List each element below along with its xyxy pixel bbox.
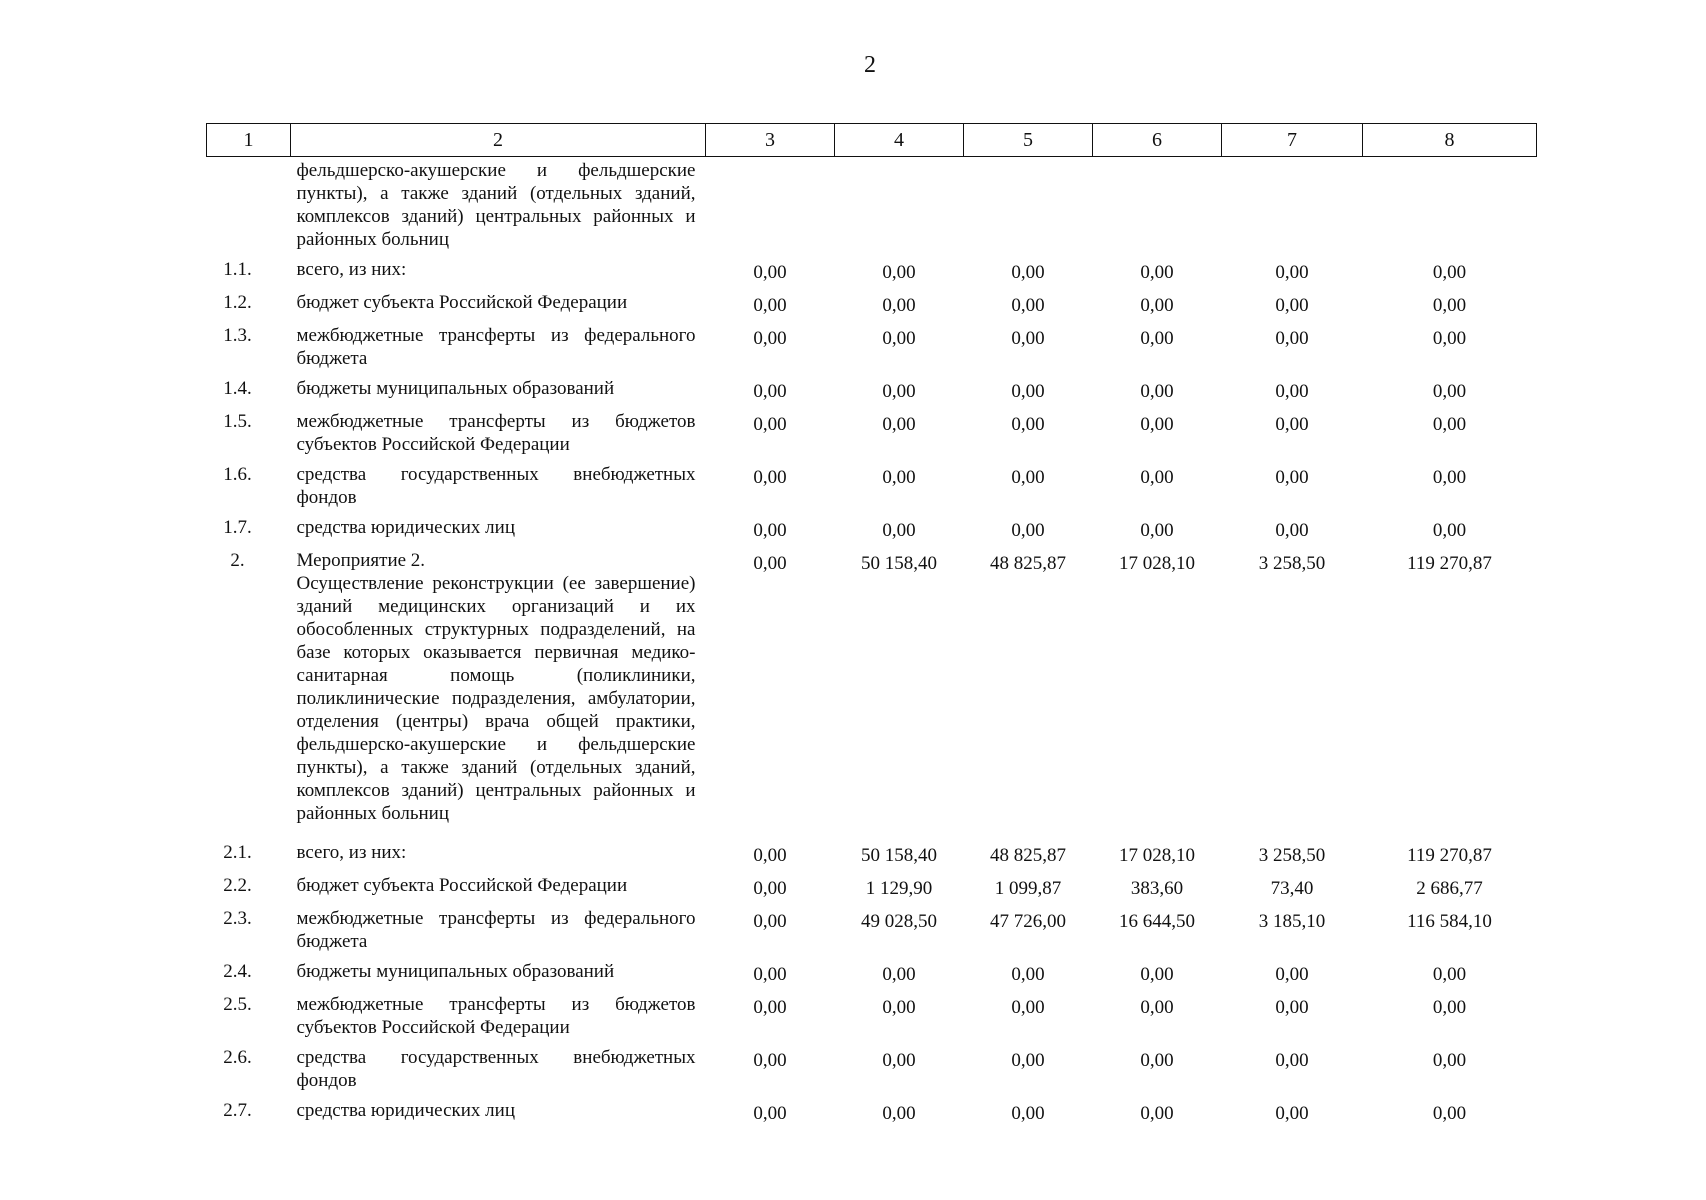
table-row	[207, 1044, 1537, 1097]
value-cell: 0,00	[1432, 381, 1467, 402]
value-cell: 0,00	[1275, 295, 1309, 316]
value-cell: 0,00	[753, 997, 787, 1018]
value-cell: 0,00	[753, 553, 787, 574]
value-cell: 0,00	[1275, 964, 1309, 985]
table-row	[207, 408, 1537, 461]
table-row-measure-2	[207, 547, 1537, 839]
header-cell: 1	[207, 124, 291, 157]
value-cell: 3 258,50	[1258, 845, 1326, 866]
value-cell: 0,00	[753, 878, 787, 899]
value-cell: 16 644,50	[1119, 911, 1195, 932]
header-cell: 2	[291, 124, 706, 157]
header-cell: 8	[1363, 124, 1537, 157]
value-cell: 0,00	[1432, 328, 1467, 349]
value-cell: 48 825,87	[990, 845, 1066, 866]
value-cell: 0,00	[1432, 262, 1467, 283]
value-cell: 0,00	[1140, 381, 1174, 402]
row-number: 2.6.	[223, 1047, 252, 1068]
value-cell: 0,00	[882, 262, 916, 283]
value-cell: 0,00	[1140, 328, 1174, 349]
value-cell: 0,00	[1011, 262, 1045, 283]
value-cell: 0,00	[753, 414, 787, 435]
value-cell: 0,00	[1011, 520, 1045, 541]
row-number: 1.5.	[223, 411, 252, 432]
row-number: 1.1.	[223, 259, 252, 280]
value-cell: 116 584,10	[1407, 911, 1492, 932]
measure-description: Осуществление реконструкции (ее завершение) зданий медицинских организаций и их обособленных структурных подразделений, на базе которых оказывается первичная медико-санитарная помощь (поликлиники, поликлинические подразделения, амбулатории, отделения (центры) врача общей практики, фельдшерско-акушерские и фельдшерские пункты), а также зданий (отдельных зданий, комплексов зданий) центральных районных и районных больниц	[296, 573, 696, 824]
value-cell: 0,00	[1140, 997, 1174, 1018]
row-number: 1.6.	[223, 464, 252, 485]
value-cell: 0,00	[882, 997, 916, 1018]
value-cell: 17 028,10	[1119, 845, 1195, 866]
header-cell: 6	[1093, 124, 1222, 157]
value-cell: 0,00	[1140, 1050, 1174, 1071]
row-number: 1.3.	[223, 325, 252, 346]
value-cell: 0,00	[753, 520, 787, 541]
value-cell: 0,00	[882, 328, 916, 349]
value-cell: 0,00	[1432, 997, 1467, 1018]
measure-title: Мероприятие 2.	[296, 550, 426, 571]
row-name: средства юридических лиц	[296, 1100, 515, 1121]
row-name: бюджет субъекта Российской Федерации	[296, 875, 628, 896]
table-row	[207, 322, 1537, 375]
value-cell: 0,00	[1140, 414, 1174, 435]
value-cell: 0,00	[1432, 520, 1467, 541]
value-cell: 0,00	[1432, 1050, 1467, 1071]
value-cell: 1 099,87	[994, 878, 1062, 899]
table-row	[207, 256, 1537, 289]
continuation-row	[207, 157, 1537, 257]
value-cell: 3 185,10	[1258, 911, 1326, 932]
table-row	[207, 905, 1537, 958]
value-cell: 47 726,00	[990, 911, 1066, 932]
row-number: 1.2.	[223, 292, 252, 313]
row-name: средства государственных внебюджетных фондов	[296, 464, 696, 508]
row-number: 2.5.	[223, 994, 252, 1015]
row-name	[291, 547, 706, 839]
value-cell: 0,00	[753, 262, 787, 283]
row-number: 2.	[230, 550, 245, 571]
table-row	[207, 514, 1537, 547]
row-name: средства государственных внебюджетных фондов	[296, 1047, 696, 1091]
value-cell: 50 158,40	[861, 553, 937, 574]
value-cell: 0,00	[1140, 964, 1174, 985]
value-cell: 0,00	[882, 467, 916, 488]
row-number: 2.2.	[223, 875, 252, 896]
value-cell: 0,00	[1011, 295, 1045, 316]
value-cell: 0,00	[753, 911, 787, 932]
table-row	[207, 872, 1537, 905]
value-cell: 0,00	[1432, 964, 1467, 985]
value-cell: 2 686,77	[1416, 878, 1483, 899]
value-cell: 0,00	[882, 295, 916, 316]
value-cell: 0,00	[1275, 467, 1309, 488]
value-cell: 0,00	[753, 295, 787, 316]
value-cell: 0,00	[882, 964, 916, 985]
value-cell: 0,00	[1140, 520, 1174, 541]
value-cell: 17 028,10	[1119, 553, 1195, 574]
value-cell: 119 270,87	[1407, 553, 1492, 574]
value-cell: 0,00	[1275, 1050, 1309, 1071]
value-cell: 0,00	[1275, 328, 1309, 349]
value-cell: 0,00	[1432, 295, 1467, 316]
value-cell: 0,00	[1140, 467, 1174, 488]
row-number: 2.3.	[223, 908, 252, 929]
value-cell: 0,00	[1011, 997, 1045, 1018]
row-name: межбюджетные трансферты из бюджетов субъектов Российской Федерации	[296, 994, 696, 1038]
table-row	[207, 461, 1537, 514]
value-cell: 0,00	[1275, 381, 1309, 402]
row-name: всего, из них:	[296, 842, 407, 863]
row-number: 2.7.	[223, 1100, 252, 1121]
value-cell: 0,00	[882, 1050, 916, 1071]
table-row	[207, 289, 1537, 322]
value-cell: 0,00	[1140, 262, 1174, 283]
value-cell: 0,00	[1011, 414, 1045, 435]
table-row	[207, 1097, 1537, 1130]
header-cell: 7	[1222, 124, 1363, 157]
value-cell: 73,40	[1270, 878, 1314, 899]
row-number: 2.4.	[223, 961, 252, 982]
value-cell: 0,00	[753, 328, 787, 349]
value-cell: 0,00	[1275, 997, 1309, 1018]
value-cell: 1 129,90	[865, 878, 933, 899]
table-row	[207, 991, 1537, 1044]
value-cell: 3 258,50	[1258, 553, 1326, 574]
row-number: 1.4.	[223, 378, 252, 399]
value-cell: 0,00	[1275, 1103, 1309, 1124]
value-cell: 0,00	[1140, 295, 1174, 316]
row-name: всего, из них:	[296, 259, 407, 280]
value-cell: 0,00	[1275, 262, 1309, 283]
value-cell: 0,00	[1140, 1103, 1174, 1124]
header-row	[207, 124, 1537, 157]
row-name: бюджет субъекта Российской Федерации	[296, 292, 628, 313]
value-cell: 0,00	[1011, 467, 1045, 488]
table-row	[207, 958, 1537, 991]
row-name: средства юридических лиц	[296, 517, 515, 538]
value-cell: 0,00	[1011, 1050, 1045, 1071]
value-cell: 0,00	[753, 381, 787, 402]
value-cell: 0,00	[1432, 414, 1467, 435]
value-cell: 0,00	[753, 467, 787, 488]
value-cell: 0,00	[1275, 520, 1309, 541]
value-cell: 49 028,50	[861, 911, 937, 932]
row-name: межбюджетные трансферты из федерального бюджета	[296, 325, 696, 369]
value-cell: 0,00	[1432, 467, 1467, 488]
row-number: 2.1.	[223, 842, 252, 863]
row-number	[207, 157, 291, 257]
header-cell: 3	[706, 124, 835, 157]
value-cell: 50 158,40	[861, 845, 937, 866]
table-row	[207, 839, 1537, 872]
value-cell: 119 270,87	[1407, 845, 1492, 866]
row-name: бюджеты муниципальных образований	[296, 961, 615, 982]
row-name: межбюджетные трансферты из бюджетов субъектов Российской Федерации	[296, 411, 696, 455]
value-cell: 0,00	[1011, 1103, 1045, 1124]
table-row	[207, 375, 1537, 408]
value-cell: 383,60	[1130, 878, 1184, 899]
value-cell: 0,00	[1011, 328, 1045, 349]
budget-table	[206, 123, 1537, 1130]
header-cell: 5	[964, 124, 1093, 157]
value-cell: 0,00	[882, 381, 916, 402]
value-cell: 0,00	[753, 964, 787, 985]
value-cell: 48 825,87	[990, 553, 1066, 574]
value-cell: 0,00	[882, 1103, 916, 1124]
value-cell: 0,00	[753, 845, 787, 866]
value-cell: 0,00	[1432, 1103, 1467, 1124]
row-name: межбюджетные трансферты из федерального бюджета	[296, 908, 696, 952]
value-cell: 0,00	[1011, 964, 1045, 985]
row-number: 1.7.	[223, 517, 252, 538]
continuation-text: фельдшерско-акушерские и фельдшерские пункты), а также зданий (отдельных зданий, комплексов зданий) центральных районных и районных больниц	[296, 160, 696, 250]
value-cell: 0,00	[1275, 414, 1309, 435]
row-name: бюджеты муниципальных образований	[296, 378, 615, 399]
value-cell: 0,00	[882, 414, 916, 435]
budget-table-wrapper	[206, 123, 1536, 1130]
value-cell: 0,00	[753, 1103, 787, 1124]
header-cell: 4	[835, 124, 964, 157]
value-cell: 0,00	[1011, 381, 1045, 402]
value-cell: 0,00	[882, 520, 916, 541]
page-number: 2	[864, 52, 876, 78]
value-cell: 0,00	[753, 1050, 787, 1071]
